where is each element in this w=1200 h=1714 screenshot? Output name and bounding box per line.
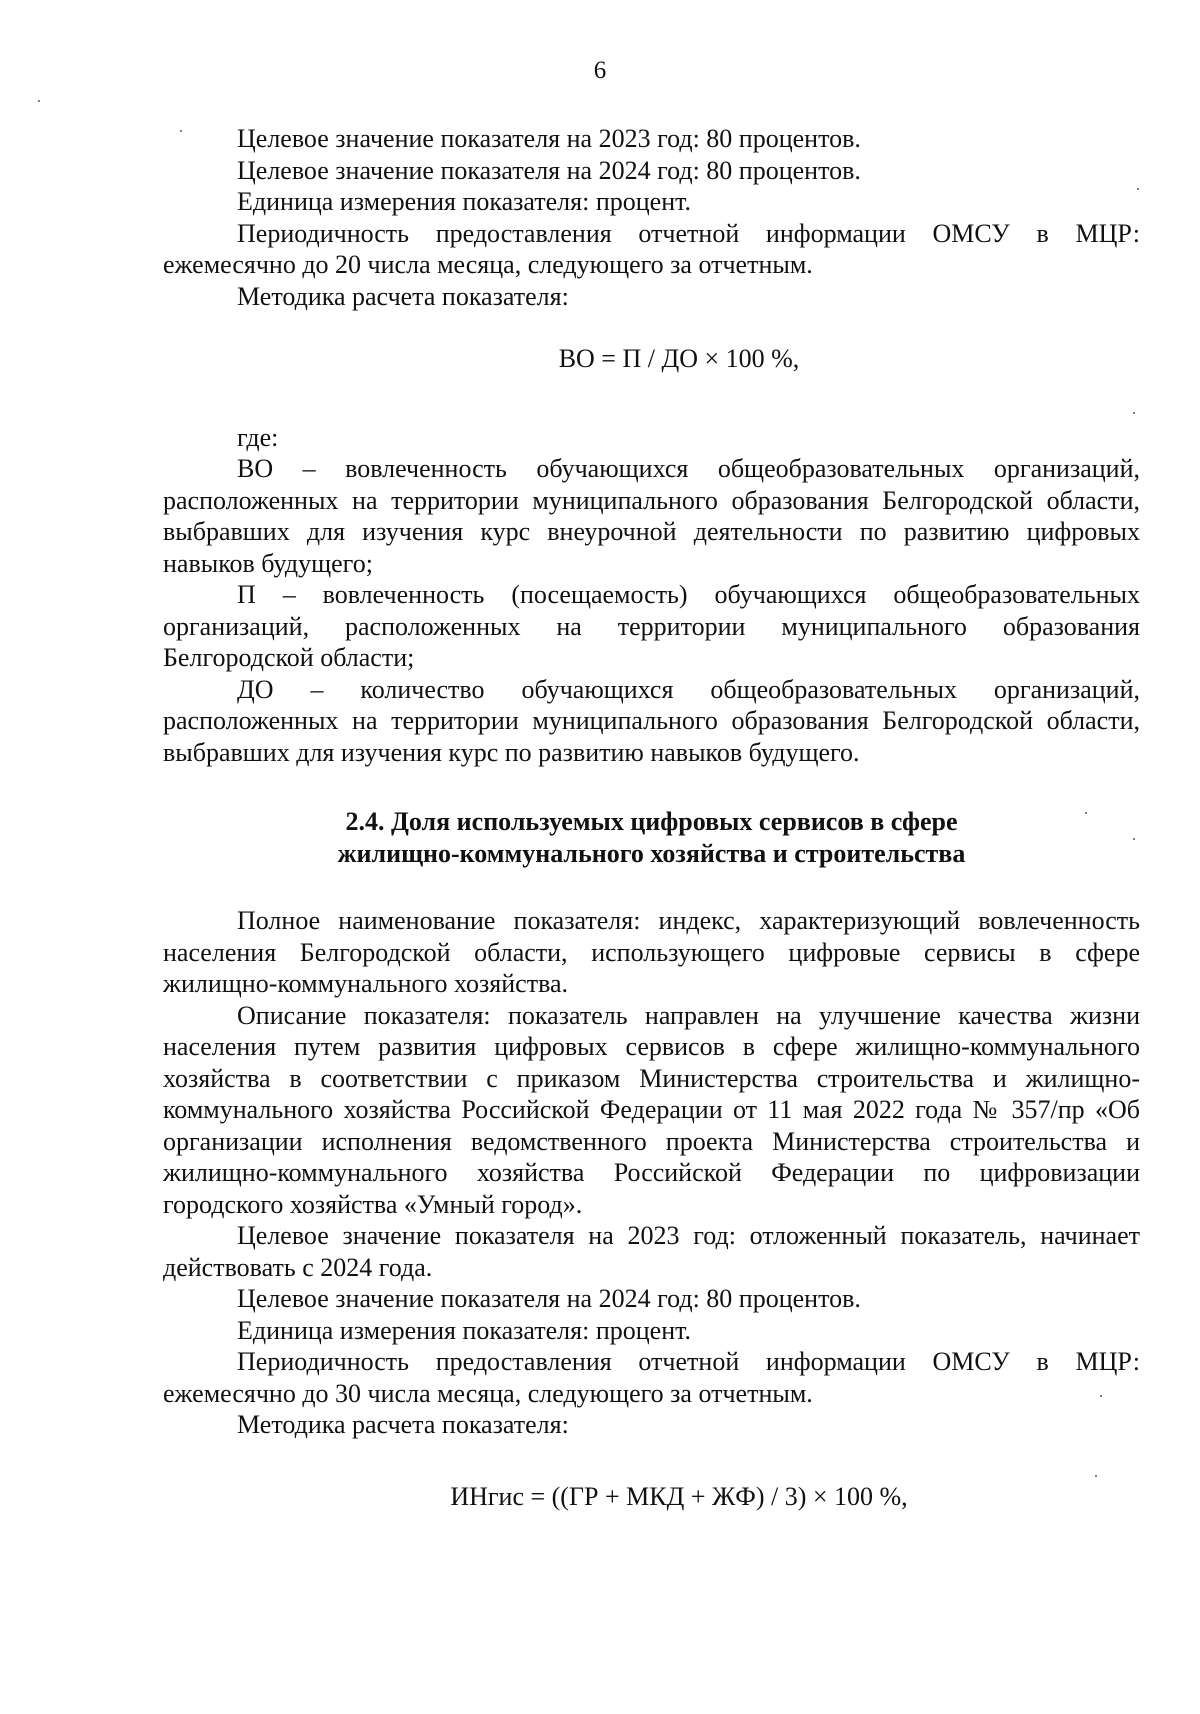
paragraph: Единица измерения показателя: процент. [237, 1315, 692, 1345]
scan-speck [1133, 838, 1135, 840]
paragraph: Полное наименование показателя: индекс, характеризующий вовлеченность населения Белгородской области, использующего цифровые сервисы в сфере жилищно-коммунального хозяйства. [163, 906, 1140, 998]
paragraph: Целевое значение показателя на 2023 год: 80 процентов. [237, 124, 861, 153]
scan-speck [1085, 812, 1087, 814]
section-heading-line: 2.4. Доля используемых цифровых сервисов в сфере [345, 807, 958, 836]
scan-speck [38, 100, 40, 102]
definition: ВО – вовлеченность обучающихся общеобразовательных организаций, расположенных на территории муниципального образования Белгородской области, выбравших для изучения курс внеурочной деятельности по развитию цифровых навыков будущего; [163, 454, 1140, 578]
page-number: 6 [593, 57, 607, 84]
paragraph: Целевое значение показателя на 2024 год: 80 процентов. [237, 1284, 861, 1313]
paragraph: Методика расчета показателя: [237, 281, 569, 311]
scan-speck [1095, 1475, 1097, 1477]
section-heading-line: жилищно-коммунального хозяйства и строительства [337, 838, 966, 868]
scan-speck [1100, 1395, 1102, 1397]
paragraph: Периодичность предоставления отчетной информации ОМСУ в МЦР: ежемесячно до 30 числа месяца, следующего за отчетным. [163, 1347, 1140, 1408]
paragraph: Описание показателя: показатель направлен на улучшение качества жизни населения путем развития цифровых сервисов в сфере жилищно-коммунального хозяйства в соответствии с приказом Министерства строительства и жилищно-коммунального хозяйства Российской Федерации от 11 мая 2022 года № 357/пр «Об организации исполнения ведомственного проекта Министерства строительства и жилищно-коммунального хозяйства Российской Федерации по цифровизации городского хозяйства «Умный город». [163, 1000, 1140, 1219]
definition: П – вовлеченность (посещаемость) обучающихся общеобразовательных организаций, расположенных на территории муниципального образования Белгородской области; [163, 580, 1140, 672]
paragraph: Единица измерения показателя: процент. [237, 187, 692, 216]
formula: ВО = П / ДО × 100 %, [558, 344, 800, 373]
definition: ДО – количество обучающихся общеобразовательных организаций, расположенных на территории муниципального образования Белгородской области, выбравших для изучения курс по развитию навыков будущего. [163, 674, 1140, 767]
document-body [163, 123, 1140, 1512]
formula: ИНгис = ((ГР + МКД + ЖФ) / 3) × 100 %, [450, 1481, 908, 1511]
paragraph: Методика расчета показателя: [237, 1410, 569, 1439]
paragraph: Периодичность предоставления отчетной информации ОМСУ в МЦР: ежемесячно до 20 числа месяца, следующего за отчетным. [163, 218, 1140, 279]
scan-speck [180, 130, 182, 132]
where-label: где: [237, 422, 279, 452]
paragraph: Целевое значение показателя на 2023 год: отложенный показатель, начинает действовать с 2024 года. [163, 1221, 1140, 1282]
scan-speck [1137, 188, 1139, 190]
paragraph: Целевое значение показателя на 2024 год: 80 процентов. [237, 155, 861, 185]
section-heading [163, 806, 1140, 869]
scan-speck [1133, 412, 1135, 414]
